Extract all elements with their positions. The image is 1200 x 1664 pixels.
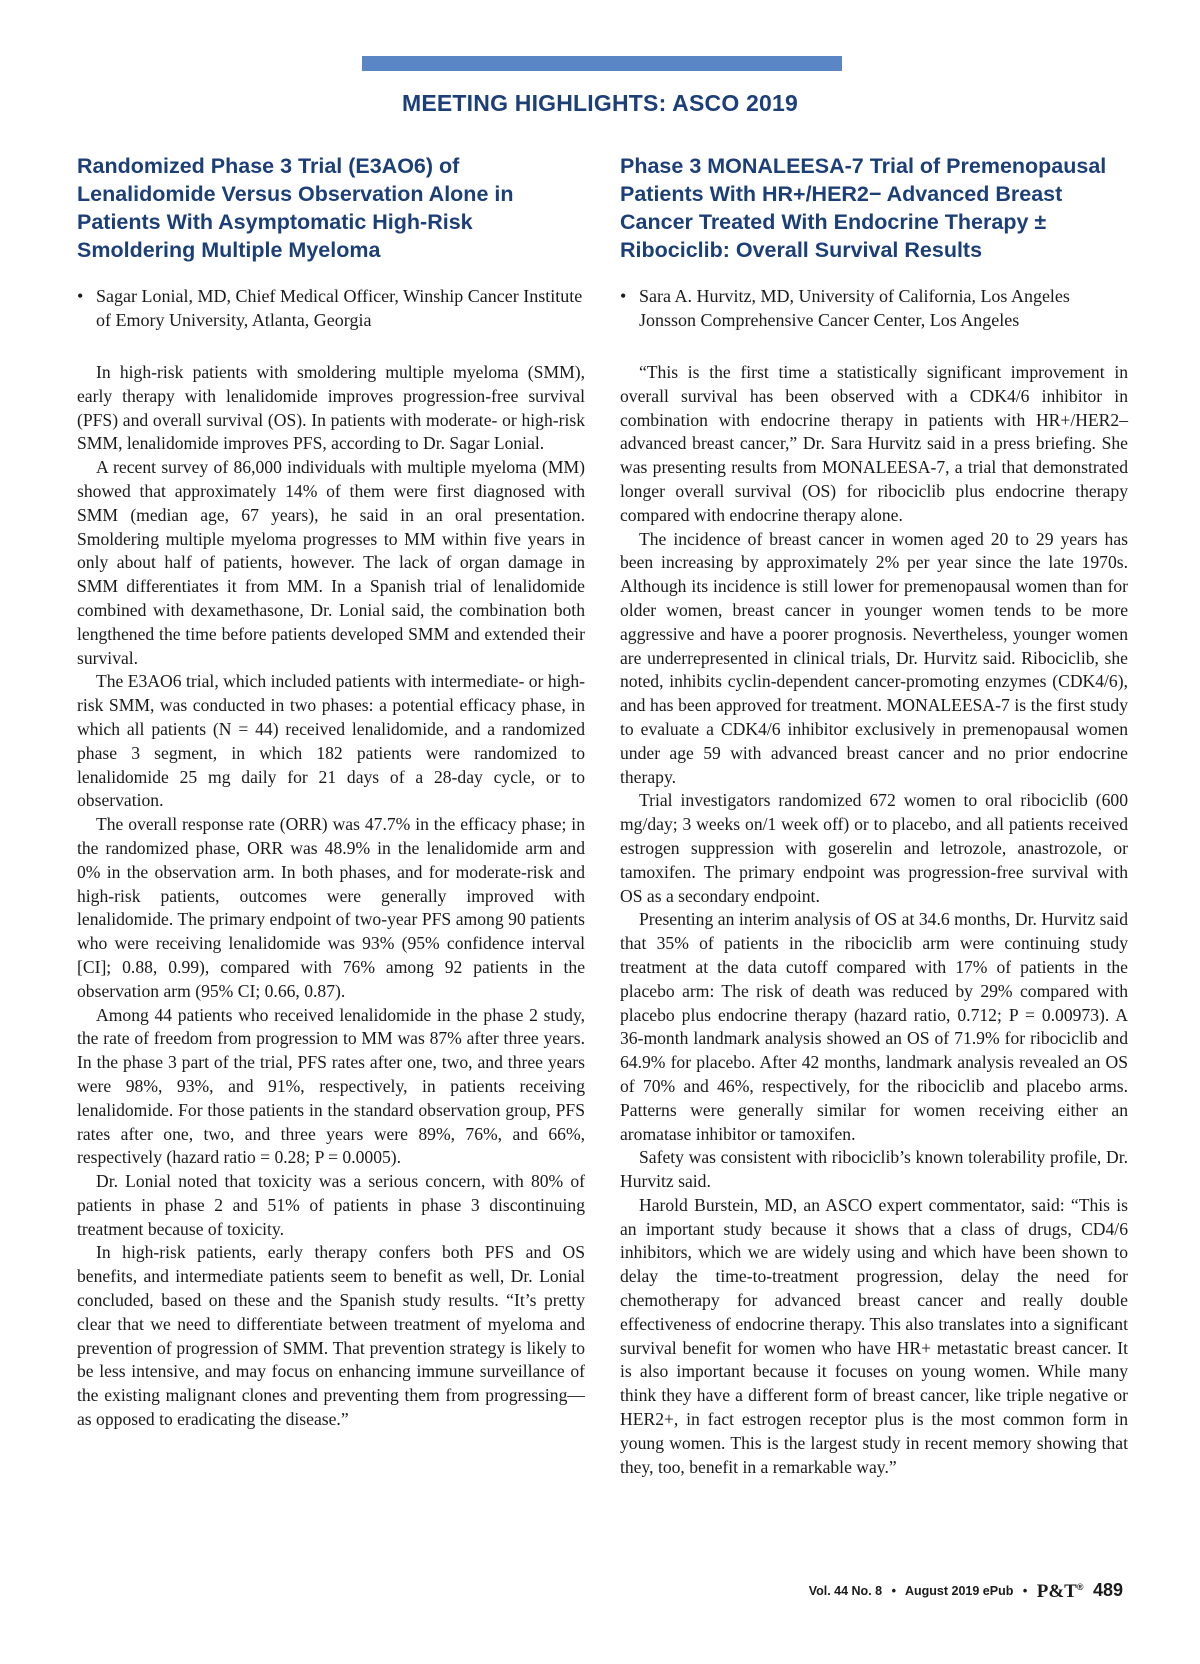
paragraph: Trial investigators randomized 672 women to oral ribociclib (600 mg/day; 3 weeks on/1 week off) or to placebo, and all patients received estrogen suppression with goserelin and letrozole, anastrozole, or tamoxifen. The primary endpoint was progression-free survival with OS as a secondary endpoint. (620, 790, 1128, 906)
footer-separator: • (891, 1584, 896, 1598)
bullet-icon: • (77, 286, 84, 306)
section-header: MEETING HIGHLIGHTS: ASCO 2019 (401, 90, 798, 116)
paragraph: “This is the first time a statistically significant improvement in overall survival has been observed with a CDK4/6 inhibitor in combination with endocrine therapy in patients with HR+/HER2– advanced breast cancer,” Dr. Sara Hurvitz said in a press briefing. She was presenting results from MONALEESA-7, a trial that demonstrated longer overall survival (OS) for ribociclib plus endocrine therapy compared with endocrine therapy alone. (620, 362, 1128, 525)
footer-separator: • (1022, 1584, 1028, 1598)
right-article (620, 152, 1128, 1479)
right-presenter-text: Sara A. Hurvitz, MD, University of California, Los Angeles Jonsson Comprehensive Cancer Center, Los Angeles (639, 286, 1070, 330)
bullet-icon: • (620, 286, 627, 306)
registered-mark: ® (1076, 1581, 1084, 1592)
paragraph: In high-risk patients with smoldering multiple myeloma (SMM), early therapy with lenalidomide improves progression-free survival (PFS) and overall survival (OS). In patients with moderate- or high-risk SMM, lenalidomide improves PFS, according to Dr. Sagar Lonial. (77, 362, 585, 454)
page-footer (809, 1580, 1123, 1603)
paragraph: Presenting an interim analysis of OS at 34.6 months, Dr. Hurvitz said that 35% of patients in the ribociclib arm were continuing study treatment at the data cutoff compared with 17% of patients in the placebo arm: The risk of death was reduced by 29% compared with placebo plus endocrine therapy (hazard ratio, 0.712; P = 0.00973). A 36-month landmark analysis showed an OS of 71.9% for ribociclib and 64.9% for placebo. After 42 months, landmark analysis revealed an OS of 70% and 46%, respectively, for the ribociclib and placebo arms. Patterns were generally similar for women receiving either an aromatase inhibitor or tamoxifen. (620, 909, 1128, 1144)
paragraph: The E3AO6 trial, which included patients with intermediate- or high-risk SMM, was conducted in two phases: a potential efficacy phase, in which all patients (N = 44) received lenalidomide, and a randomized phase 3 segment, in which 182 patients were randomized to lenalidomide 25 mg daily for 21 days of a 28-day cycle, or to observation. (77, 671, 585, 811)
paragraph: Among 44 patients who received lenalidomide in the phase 2 study, the rate of freedom from progression to MM was 87% after three years. In the phase 3 part of the trial, PFS rates after one, two, and three years were 98%, 93%, and 91%, respectively, in patients receiving lenalidomide. For those patients in the standard observation group, PFS rates after one, two, and three years were 89%, 76%, and 66%, respectively (hazard ratio = 0.28; P = 0.0005). (77, 1004, 585, 1168)
journal-name: P&T (1036, 1581, 1077, 1602)
header-accent-bar (362, 56, 842, 71)
footer-issue: Vol. 44 No. 8 (808, 1584, 883, 1598)
page-number: 489 (1092, 1580, 1123, 1600)
paragraph: Safety was consistent with ribociclib’s known tolerability profile, Dr. Hurvitz said. (620, 1147, 1128, 1192)
left-presenter-text: Sagar Lonial, MD, Chief Medical Officer, Winship Cancer Institute of Emory University, Atlanta, Georgia (96, 286, 583, 330)
paragraph: Harold Burstein, MD, an ASCO expert commentator, said: “This is an important study because it shows that a class of drugs, CD4/6 inhibitors, which we are widely using and which have been shown to delay the time-to-treatment progression, delay the need for chemotherapy for advanced breast cancer and really double effectiveness of endocrine therapy. This also translates into a significant survival benefit for women who have HR+ metastatic breast cancer. It is also important because it focuses on young women. While many think they have a different form of breast cancer, like triple negative or HER2+, in fact estrogen receptor plus is the most common form in young women. This is the largest study in recent memory showing that they, too, benefit in a remarkable way.” (620, 1194, 1128, 1477)
left-article-presenter (77, 284, 585, 332)
paragraph: Dr. Lonial noted that toxicity was a serious concern, with 80% of patients in phase 2 and 51% of patients in phase 3 discontinuing treatment because of toxicity. (77, 1171, 585, 1239)
paragraph: A recent survey of 86,000 individuals with multiple myeloma (MM) showed that approximately 14% of them were first diagnosed with SMM (median age, 67 years), he said in an oral presentation. Smoldering multiple myeloma progresses to MM within five years in only about half of patients, however. The lack of organ damage in SMM differentiates it from MM. In a Spanish trial of lenalidomide combined with dexamethasone, Dr. Lonial said, the combination both lengthened the time before patients developed SMM and extended their survival. (77, 457, 585, 668)
left-article (77, 152, 585, 1432)
paragraph: The overall response rate (ORR) was 47.7% in the efficacy phase; in the randomized phase, ORR was 48.9% in the lenalidomide arm and 0% in the observation arm. In both phases, and for moderate-risk and high-risk patients, outcomes were generally improved with lenalidomide. The primary endpoint of two-year PFS among 90 patients who were receiving lenalidomide was 93% (95% confidence interval [CI]; 0.88, 0.99), compared with 76% among 92 patients in the observation arm (95% CI; 0.66, 0.87). (77, 814, 585, 1001)
footer-date: August 2019 ePub (904, 1584, 1014, 1598)
paragraph: The incidence of breast cancer in women aged 20 to 29 years has been increasing by approximately 2% per year since the late 1970s. Although its incidence is still lower for premenopausal women than for older women, breast cancer in younger women tends to be more aggressive and have a poorer prognosis. Nevertheless, younger women are underrepresented in clinical trials, Dr. Hurvitz said. Ribociclib, she noted, inhibits cyclin-dependent cancer-promoting enzymes (CDK4/6), and has been approved for treatment. MONALEESA-7 is the first study to evaluate a CDK4/6 inhibitor exclusively in premenopausal women under age 59 with advanced breast cancer and no prior endocrine therapy. (620, 528, 1128, 787)
right-article-body (620, 361, 1128, 1479)
left-article-body (77, 361, 585, 1432)
paragraph: In high-risk patients, early therapy confers both PFS and OS benefits, and intermediate patients seem to benefit as well, Dr. Lonial concluded, based on these and the Spanish study results. “It’s pretty clear that we need to differentiate between treatment of myeloma and prevention of progression of SMM. That prevention strategy is likely to be less intensive, and may focus on enhancing immune surveillance of the existing malignant clones and preventing them from progressing—as opposed to eradicating the disease.” (77, 1242, 585, 1430)
right-article-presenter (620, 284, 1128, 332)
right-article-title: Phase 3 MONALEESA-7 Trial of Premenopausal Patients With HR+/HER2− Advanced Breast Cancer Treated With Endocrine Therapy ± Ribociclib: Overall Survival Results (620, 154, 1107, 262)
left-article-title: Randomized Phase 3 Trial (E3AO6) of Lenalidomide Versus Observation Alone in Patients With Asymptomatic High-Risk Smoldering Multiple Myeloma (77, 154, 514, 262)
